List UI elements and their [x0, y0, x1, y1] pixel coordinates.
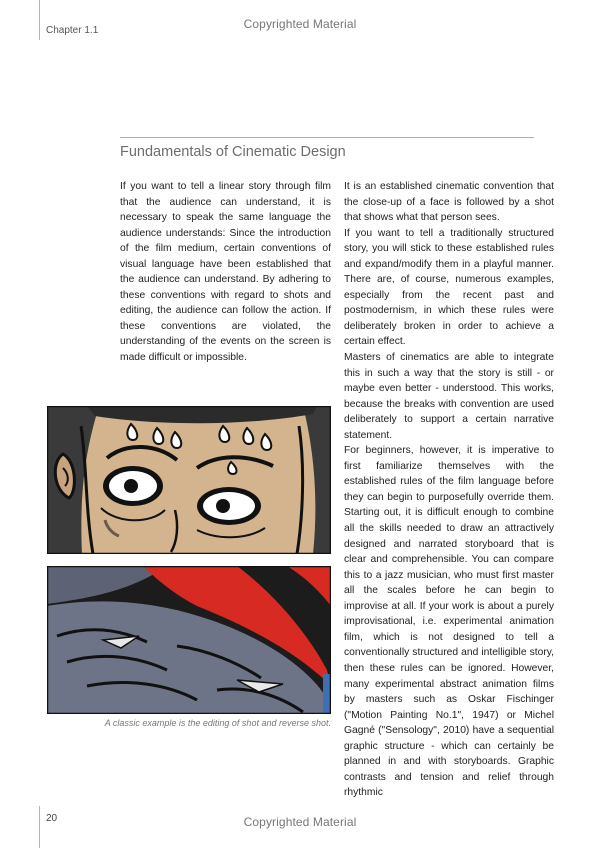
chapter-label: Chapter 1.1	[46, 25, 99, 36]
section-title: Fundamentals of Cinematic Design	[120, 144, 346, 160]
section-divider	[120, 137, 534, 138]
page-number: 20	[46, 813, 58, 824]
comic-panel-closeup	[47, 406, 331, 554]
paragraph: For beginners, however, it is imperative to first familiarize themselves with the established rules of the film language before they can begin to purposefully override them. Starting out, it is difficult enough to combine all the skills needed to draw an attractively designed and narrated storyboard that is clear and comprehensible. You can compare this to a jazz musician, who must first master all the scales before he can begin to improvise at all. If your work is about a purely improvisational, i.e. experimental animation film, which is not designed to tell a conventionally structured and intelligible story, then these rules can be ignored. However, many experimental abstract animation films by masters such as Oskar Fischinger ("Motion Painting No.1", 1947) or Michel Gagné ("Sensology", 2010) have a sequential graphic structure - which can certainly be planned in and with storyboards. Graphic contrasts and tension and relief through rhythmic	[344, 445, 554, 799]
paragraph: If you want to tell a linear story through film that the audience can understand, it is necessary to speak the same language the audience understands: Since the introduction of the film medium, certain conventions of visual language have been established that the audience can understand. By adhering to these conventions with regard to shots and editing, the audience can follow the action. If these conventions are violated, the understanding of the events on the screen is made difficult or impossible.	[120, 181, 331, 364]
paragraph: Masters of cinematics are able to integrate this in such a way that the story is still - or maybe even better - understood. This works, because the breaks with convention are used deliberately to support a certain narrative statement.	[344, 352, 554, 441]
body-column-right	[344, 179, 554, 801]
paragraph: It is an established cinematic convention that the close-up of a face is followed by a shot that shows what that person sees.	[344, 181, 554, 224]
figure-caption: A classic example is the editing of shot and reverse shot.	[104, 718, 331, 728]
body-column-left	[120, 179, 331, 366]
comic-panel-reverse-shot	[47, 566, 331, 714]
watermark-bottom: Copyrighted Material	[243, 815, 357, 829]
watermark-top: Copyrighted Material	[243, 17, 357, 31]
paragraph: If you want to tell a traditionally structured story, you will stick to these established rules and expand/modify them in a playful manner. There are, of course, numerous examples, especially from the recent past and postmodernism, in which these rules were deliberately broken in order to achieve a certain effect.	[344, 227, 554, 348]
